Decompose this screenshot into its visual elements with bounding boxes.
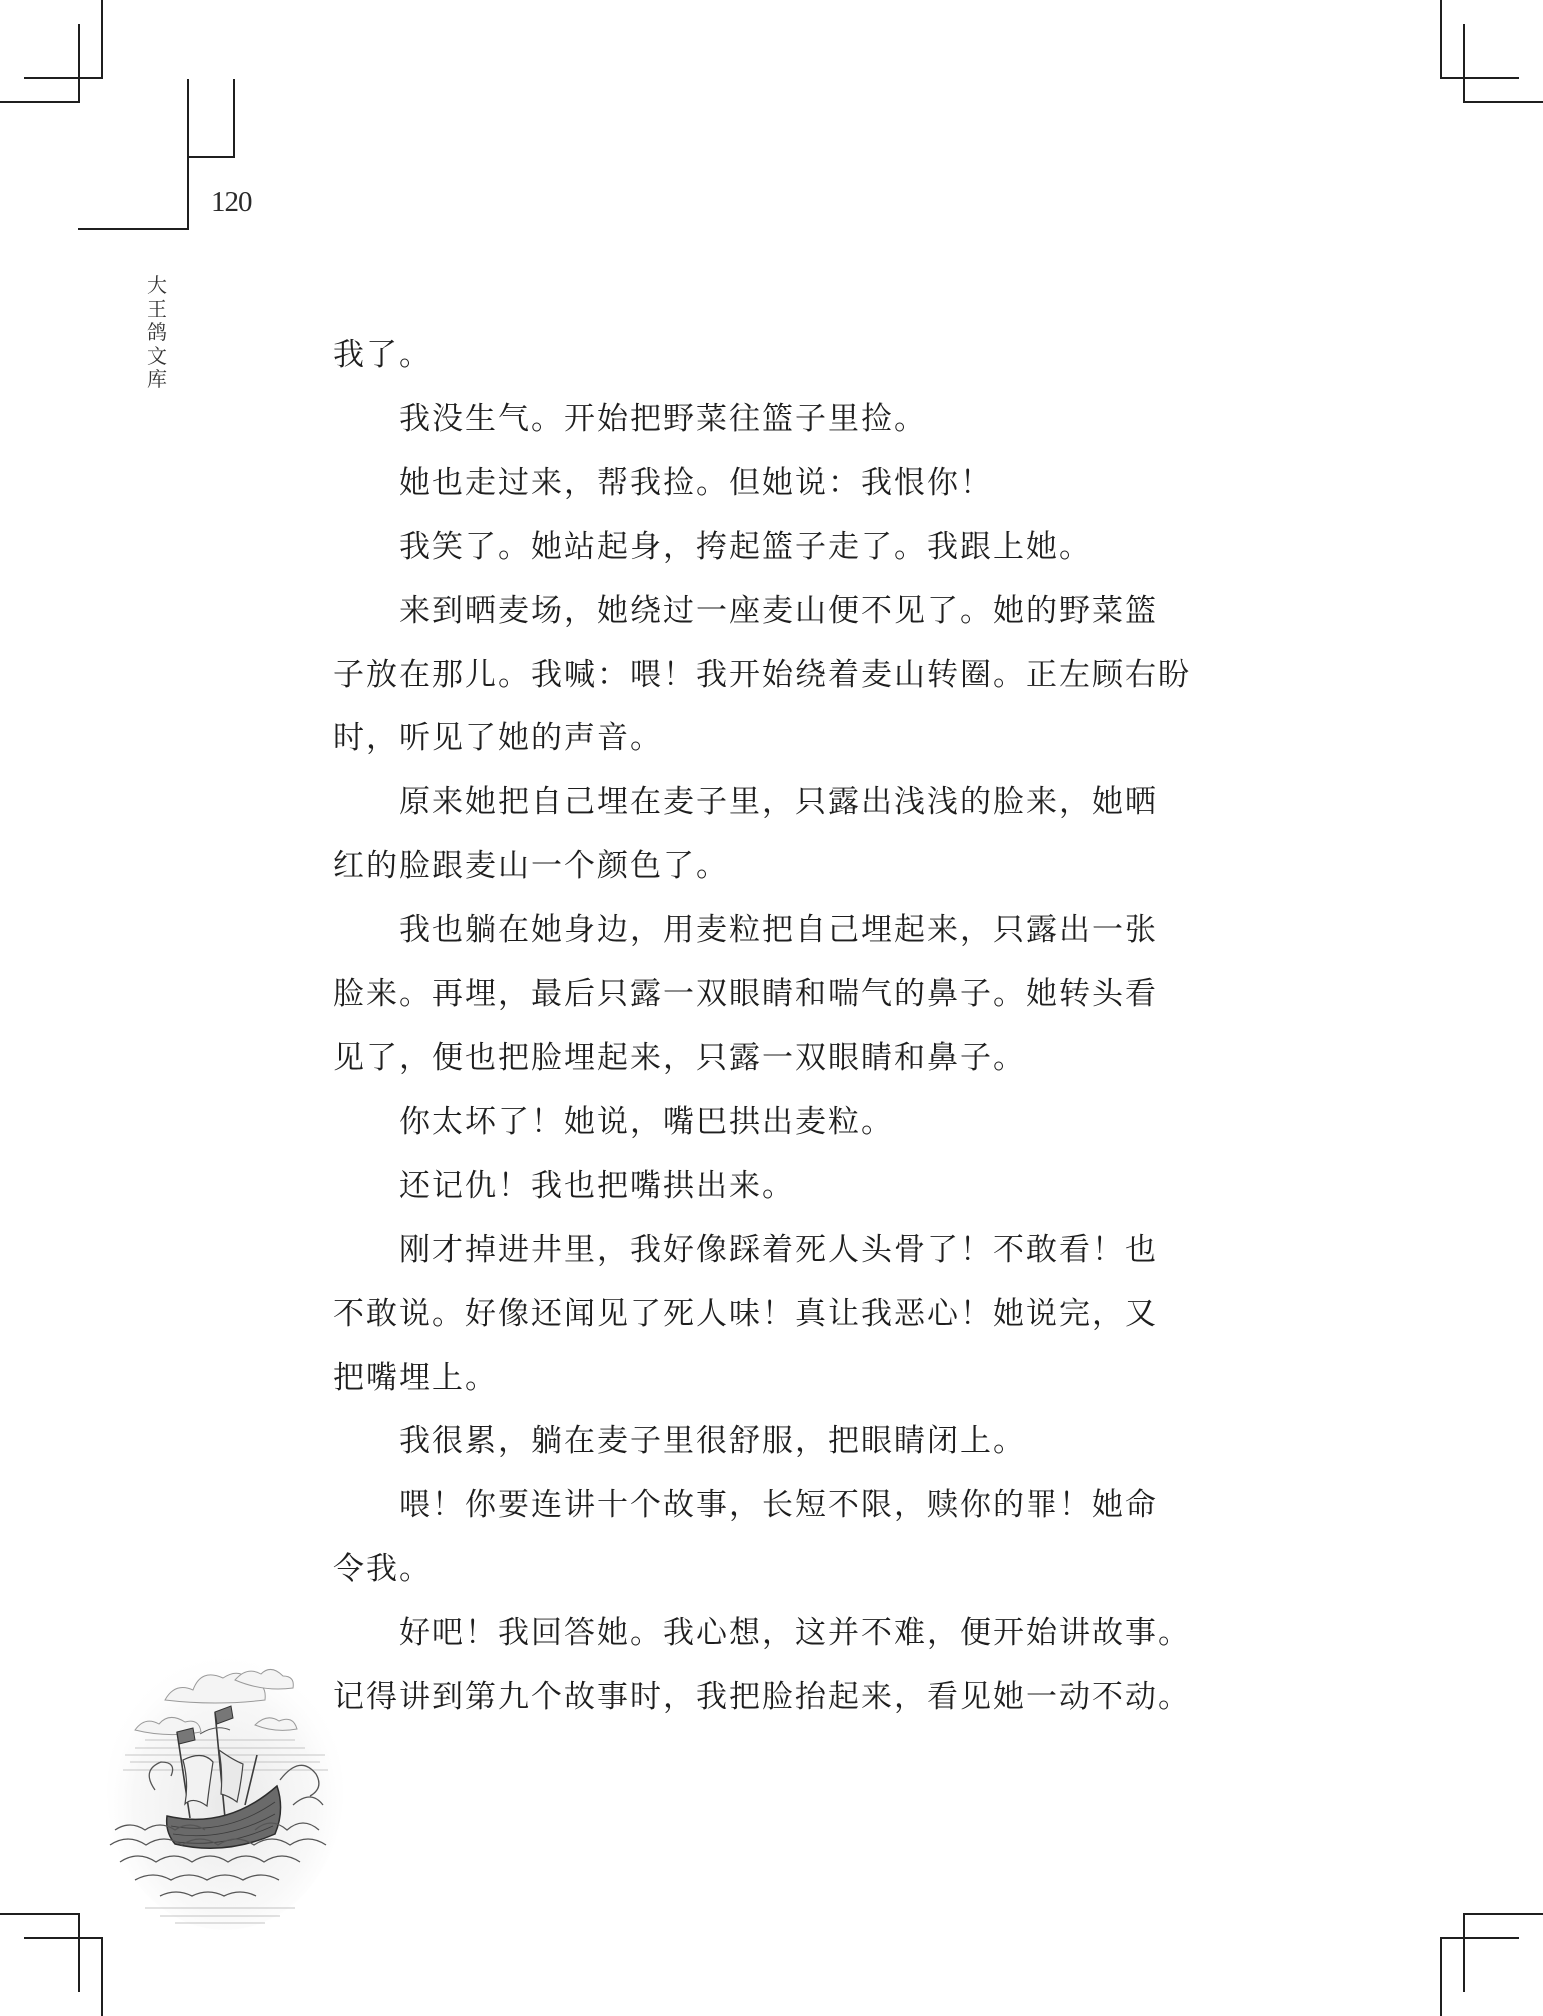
series-label-char: 文 [147,343,167,368]
crop-mark [1463,24,1465,103]
crop-mark [1440,0,1442,79]
series-label [145,274,169,392]
crop-mark [0,1913,80,1915]
sailing-ship-icon [105,1630,345,1930]
series-label-char: 王 [147,296,167,321]
crop-mark [1440,1937,1442,2016]
crop-mark [78,1913,80,1992]
text-line: 来到晒麦场，她绕过一座麦山便不见了。她的野菜篮 [399,592,1158,629]
crop-mark [24,1937,103,1939]
text-line: 我了。 [333,337,432,373]
trim-mark [233,79,235,158]
series-label-char: 大 [147,273,167,297]
text-line: 把嘴埋上。 [333,1359,498,1396]
text-line: 令我。 [333,1551,432,1588]
page-number: 120 [211,186,252,218]
series-label-char: 库 [147,367,167,392]
text-line: 脸来。再埋，最后只露一双眼睛和喘气的鼻子。她转头看 [333,976,1158,1013]
text-line: 你太坏了！她说，嘴巴拱出麦粒。 [399,1103,894,1140]
text-line: 还记仇！我也把嘴拱出来。 [399,1167,795,1204]
text-line: 我也躺在她身边，用麦粒把自己埋起来，只露出一张 [399,912,1158,949]
crop-mark [1463,101,1543,103]
text-line: 好吧！我回答她。我心想，这并不难，便开始讲故事。 [399,1615,1191,1652]
crop-mark [101,0,103,79]
text-line: 时，听见了她的声音。 [333,720,663,757]
trim-mark [187,79,189,230]
text-line: 子放在那儿。我喊：喂！我开始绕着麦山转圈。正左顾右盼 [333,656,1191,693]
crop-mark [1440,77,1519,79]
ship-illustration [105,1630,345,1930]
crop-mark [78,24,80,103]
crop-mark [1463,1913,1465,1992]
text-line: 我没生气。开始把野菜往篮子里捡。 [399,400,927,437]
text-line: 不敢说。好像还闻见了死人味！真让我恶心！她说完，又 [333,1295,1158,1332]
crop-mark [1463,1913,1543,1915]
text-line: 我笑了。她站起身，挎起篮子走了。我跟上她。 [399,528,1092,565]
crop-mark [101,1937,103,2016]
text-line: 刚才掉进井里，我好像踩着死人头骨了！不敢看！也 [399,1231,1158,1268]
series-label-char: 鸽 [147,320,167,345]
text-line: 见了，便也把脸埋起来，只露一双眼睛和鼻子。 [333,1039,1026,1076]
text-line: 红的脸跟麦山一个颜色了。 [333,848,729,885]
text-line: 原来她把自己埋在麦子里，只露出浅浅的脸来，她晒 [399,784,1158,821]
crop-mark [24,77,103,79]
trim-mark [188,156,235,158]
text-line: 记得讲到第九个故事时，我把脸抬起来，看见她一动不动。 [333,1679,1191,1716]
text-line: 喂！你要连讲十个故事，长短不限，赎你的罪！她命 [399,1487,1158,1524]
text-line: 她也走过来，帮我捡。但她说：我恨你！ [399,464,993,501]
crop-mark [0,101,80,103]
text-line: 我很累，躺在麦子里很舒服，把眼睛闭上。 [399,1423,1026,1460]
trim-mark [78,228,189,230]
crop-mark [1440,1937,1519,1939]
body-text [333,324,1193,1730]
